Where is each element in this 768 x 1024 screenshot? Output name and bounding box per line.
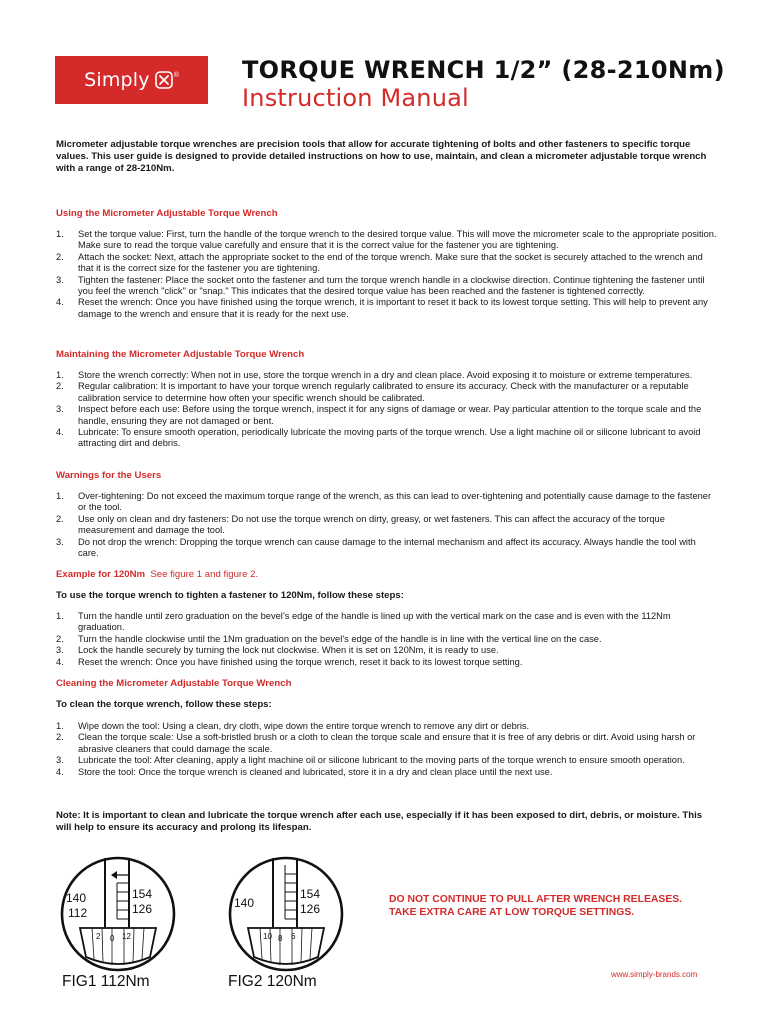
section-heading-cleaning: Cleaning the Micrometer Adjustable Torque Wrench <box>56 678 292 689</box>
list-item: 3. Do not drop the wrench: Dropping the torque wrench can cause damage to the internal mechanism and affect its accuracy. Always handle the tool with care. <box>56 536 696 559</box>
page-title: TORQUE WRENCH 1/2” (28-210Nm) <box>242 56 725 84</box>
figure-2-diagram <box>226 855 346 973</box>
list-item: 2. Attach the socket: Next, attach the appropriate socket to the end of the torque wrench. Make sure that the socket is securely attached to the wrench and that it is the correct size for the fastener you are tightening. <box>56 251 703 274</box>
list-item: 4. Reset the wrench: Once you have finished using the torque wrench, reset it back to its lowest torque setting. <box>56 656 523 667</box>
fig1-label-126: 126 <box>132 902 153 916</box>
tools-logo-icon <box>155 71 173 89</box>
note-paragraph: Note: It is important to clean and lubricate the torque wrench after each use, especially if it has been exposed to dirt, debris, or moisture. This will help to ensure its accuracy and prolong its lifespan. <box>56 810 703 833</box>
fig2-label-154: 154 <box>300 887 321 901</box>
list-item: 1. Wipe down the tool: Using a clean, dry cloth, wipe down the entire torque wrench to remove any dirt or debris. <box>56 721 530 731</box>
footer-url[interactable]: www.simply-brands.com <box>611 970 698 979</box>
figure-1-diagram <box>58 855 178 973</box>
fig2-label-126: 126 <box>300 902 321 916</box>
page-subtitle: Instruction Manual <box>242 84 469 112</box>
list-item: 1. Turn the handle until zero graduation on the bevel’s edge of the handle is lined up with the vertical mark on the case and is even with the 112Nm graduation. <box>56 611 671 633</box>
fig2-dial-8: 8 <box>278 934 283 943</box>
warnings-list <box>56 491 718 559</box>
figure-1-caption: FIG1 112Nm <box>62 973 150 990</box>
section-heading-warnings: Warnings for the Users <box>56 470 162 481</box>
example-steps-heading: To use the torque wrench to tighten a fastener to 120Nm, follow these steps: <box>56 590 404 601</box>
registered-mark: ® <box>173 71 179 79</box>
fig1-dial-2: 2 <box>96 932 101 941</box>
list-item: 4. Lubricate: To ensure smooth operation, periodically lubricate the moving parts of the torque wrench. Use a light machine oil or silicone lubricant to avoid attracting dirt and debris. <box>56 427 701 449</box>
fig2-label-140: 140 <box>234 896 255 910</box>
list-item: 1. Over-tightening: Do not exceed the maximum torque range of the wrench, as this can lead to over-tightening and potentially cause damage to the fastener or the tool. <box>56 491 712 513</box>
list-item: 1. Store the wrench correctly: When not in use, store the torque wrench in a dry and clean place. Avoid exposing it to moisture or extreme temperatures. <box>56 370 693 380</box>
section-heading-maintaining: Maintaining the Micrometer Adjustable Torque Wrench <box>56 349 305 360</box>
section-heading-example: Example for 120Nm See figure 1 and figure 2. <box>56 569 259 580</box>
list-item: 2. Turn the handle clockwise until the 1Nm graduation on the bevel’s edge of the handle is in line with the vertical line on the case. <box>56 633 602 644</box>
fig1-dial-12: 12 <box>122 932 131 941</box>
release-warning <box>389 893 682 919</box>
fig2-dial-10: 10 <box>263 932 272 941</box>
example-steps-list <box>56 611 718 668</box>
brand-logo <box>55 56 208 104</box>
list-item: 3. Tighten the fastener: Place the socket onto the fastener and turn the torque wrench handle in a clockwise direction. Continue tightening the fastener until you feel the wrench "click" or "snap." This indicates that the desired torque value has been reached and the fastener is tightened correctly. <box>56 274 705 297</box>
intro-paragraph: Micrometer adjustable torque wrenches are precision tools that allow for accurate tightening of bolts and other fasteners to specific torque values. This user guide is designed to provide detailed instructions on how to use, maintain, and clean a micrometer adjustable torque wrench with a range of 28-210Nm. <box>56 139 707 174</box>
list-item: 2. Regular calibration: It is important to have your torque wrench regularly calibrated to ensure its accuracy. Check with the manufacturer or a reputable calibration service to determine how often your specific wrench should be calibrated. <box>56 381 689 403</box>
list-item: 2. Use only on clean and dry fasteners: Do not use the torque wrench on dirty, greasy, or wet fasteners. This can affect the accuracy of the torque measurement and damage the tool. <box>56 513 665 536</box>
fig2-dial-6: 6 <box>291 932 296 941</box>
maintaining-steps-list <box>56 370 718 450</box>
fig1-label-112: 112 <box>68 906 88 920</box>
figure-reference: See figure 1 and figure 2. <box>150 569 259 580</box>
cleaning-steps-heading: To clean the torque wrench, follow these steps: <box>56 699 272 710</box>
warning-line: DO NOT CONTINUE TO PULL AFTER WRENCH RELEASES. <box>389 894 683 905</box>
list-item: 1. Set the torque value: First, turn the handle of the torque wrench to the desired torque value. This will move the micrometer scale to the appropriate position. Make sure to read the torque value carefully and ensure that it is the correct value for the fastener you are tightening. <box>56 229 717 251</box>
list-item: 2. Clean the torque scale: Use a soft-bristled brush or a cloth to clean the torque scale and ensure that it is free of any debris or dirt. Avoid using harsh or abrasive cleaners that could damage the scale. <box>56 732 696 754</box>
fig1-dial-0: 0 <box>110 934 115 943</box>
fig1-label-140: 140 <box>66 891 87 905</box>
list-item: 3. Lock the handle securely by turning the lock nut clockwise. When it is set on 120Nm, it is ready to use. <box>56 645 499 656</box>
cleaning-steps-list <box>56 721 718 778</box>
section-heading-using: Using the Micrometer Adjustable Torque Wrench <box>56 208 278 219</box>
figure-2-caption: FIG2 120Nm <box>228 973 317 990</box>
list-item: 4. Reset the wrench: Once you have finished using the torque wrench, it is important to reset it back to its lowest torque setting. This will help to prevent any damage to the wrench and ensure that it is ready for the next use. <box>56 297 708 319</box>
list-item: 3. Lubricate the tool: After cleaning, apply a light machine oil or silicone lubricant to the moving parts of the torque wrench to ensure smooth operation. <box>56 755 685 766</box>
brand-name: Simply <box>84 69 150 91</box>
fig1-label-154: 154 <box>132 887 153 901</box>
list-item: 4. Store the tool: Once the torque wrench is cleaned and lubricated, store it in a dry and clean place until the next use. <box>56 766 553 777</box>
using-steps-list <box>56 229 718 320</box>
list-item: 3. Inspect before each use: Before using the torque wrench, inspect it for any signs of damage or wear. Pay particular attention to the torque scale and the handle, ensuring they are not damaged or bent. <box>56 404 702 426</box>
warning-line: TAKE EXTRA CARE AT LOW TORQUE SETTINGS. <box>389 907 635 918</box>
